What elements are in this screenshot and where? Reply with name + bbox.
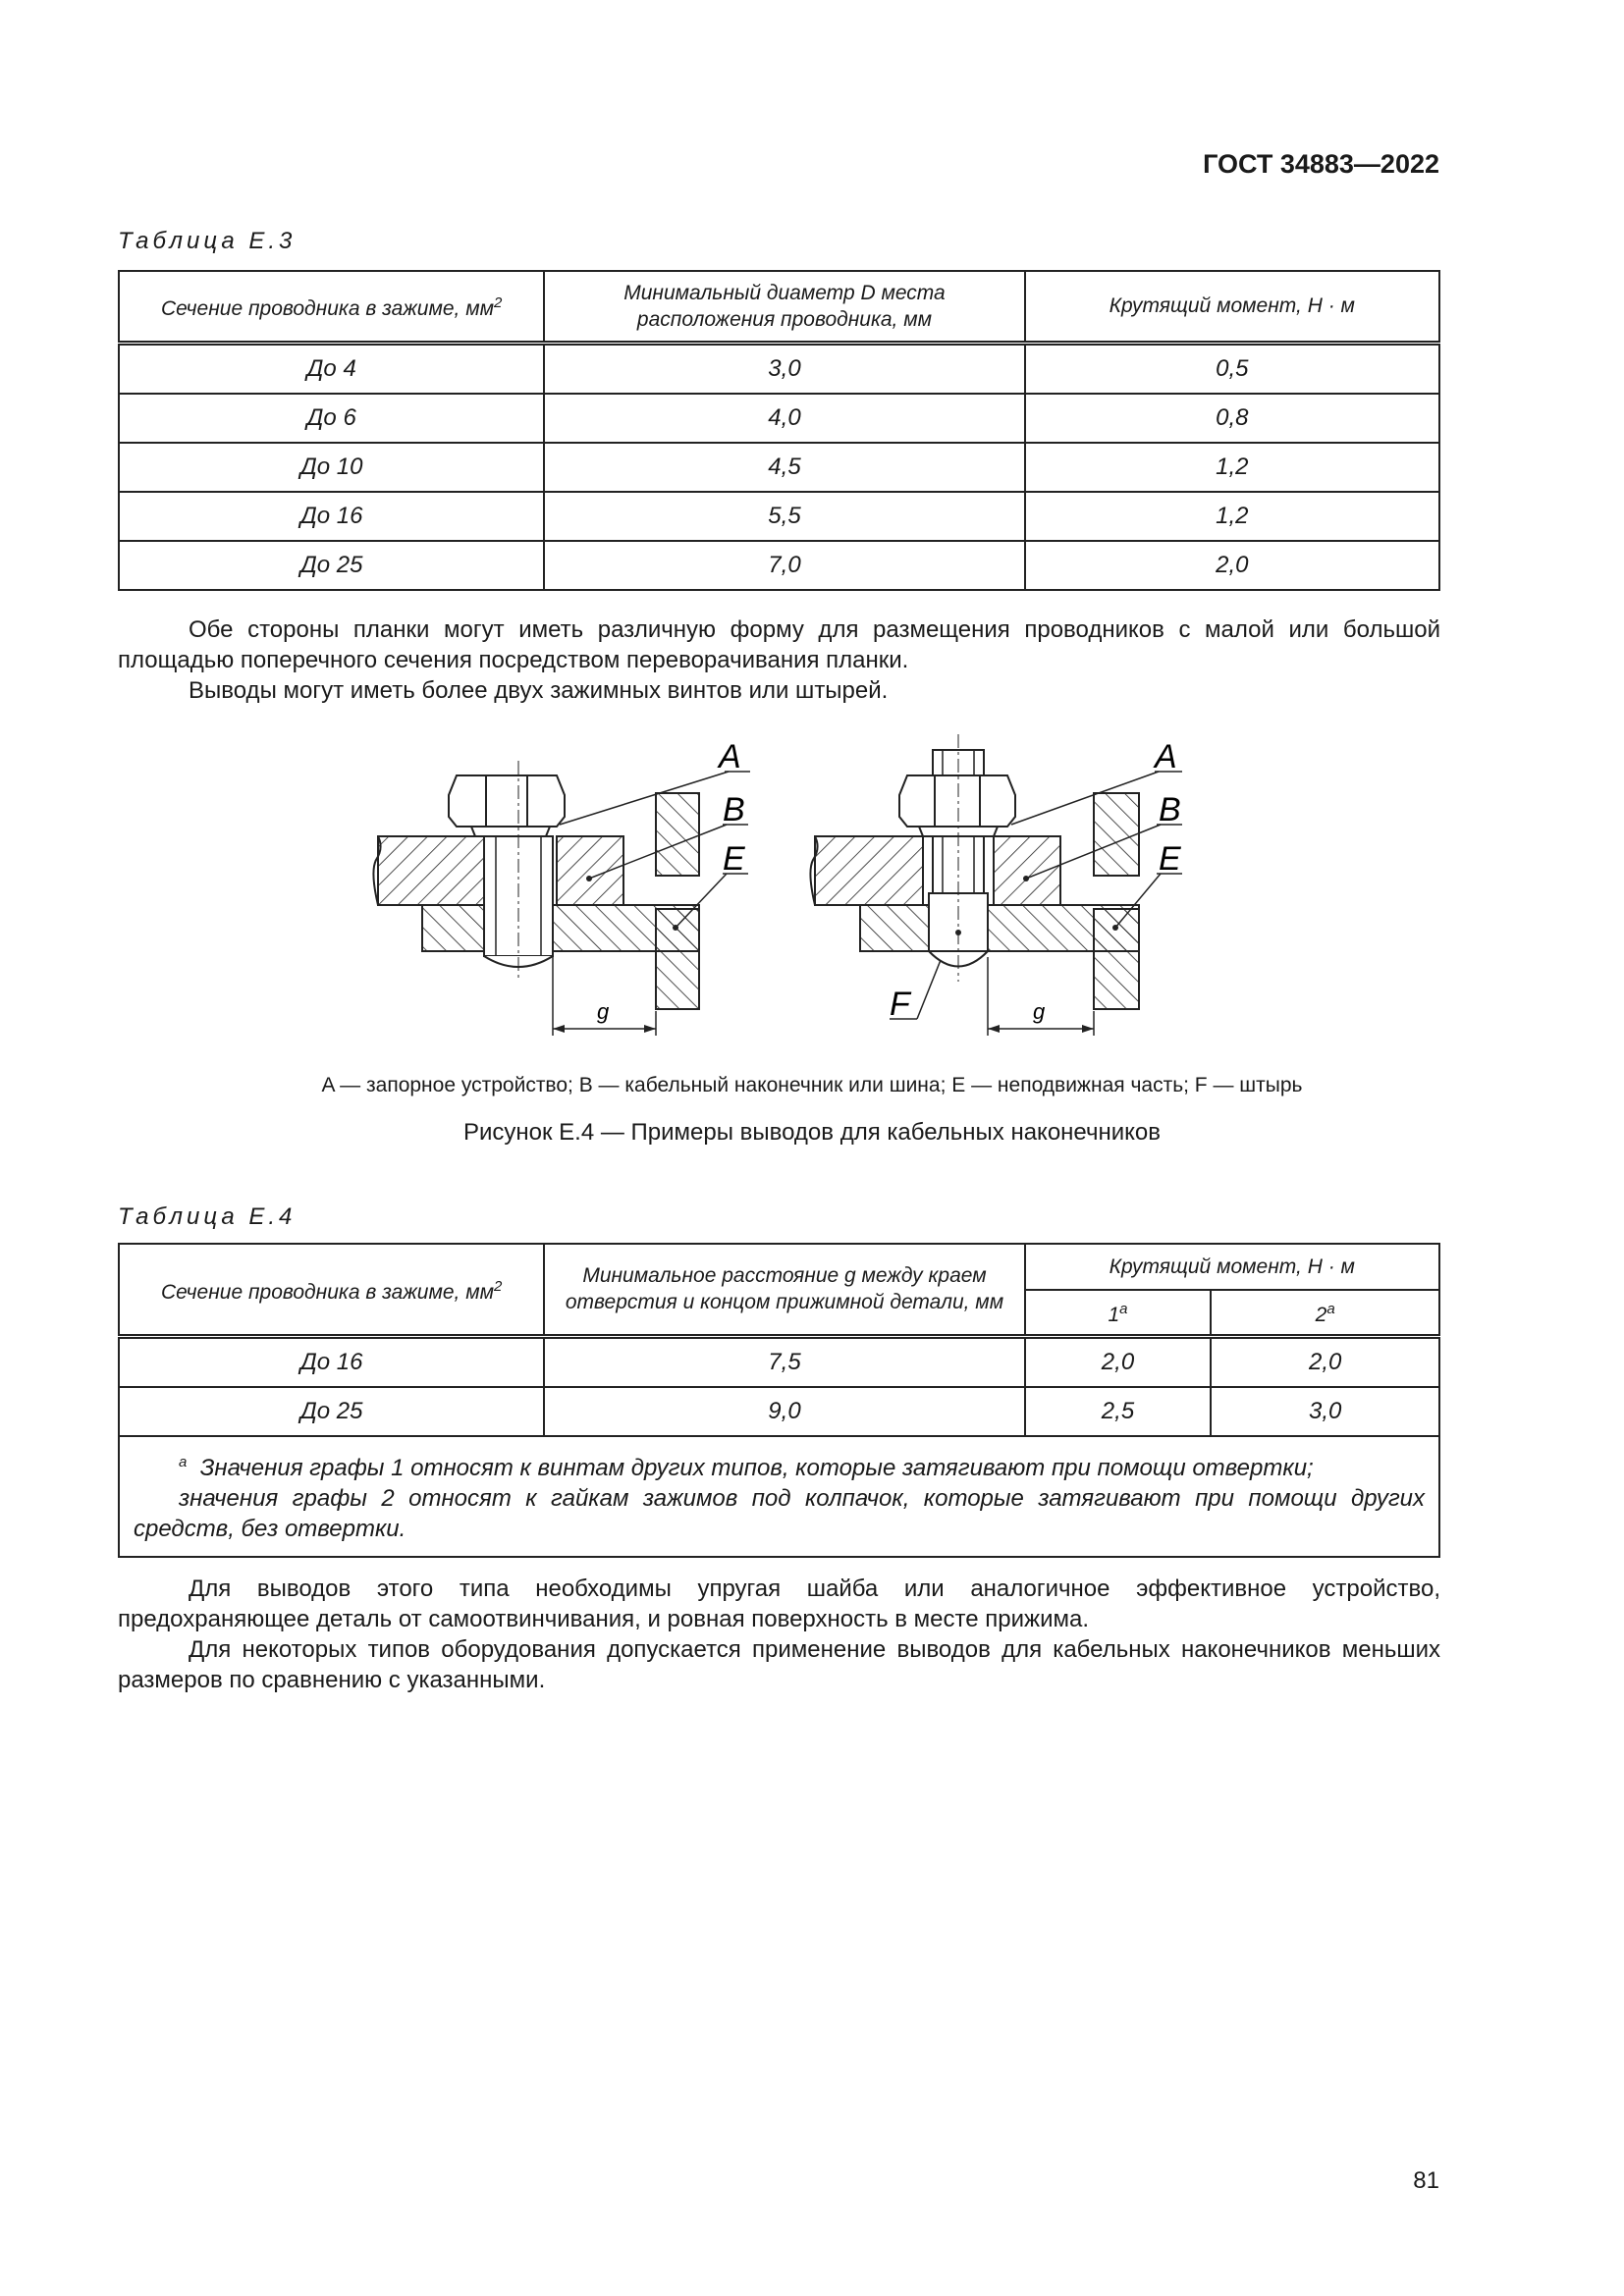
table-e4-subheader-2: 2$^a$: [1211, 1290, 1439, 1336]
table-row: [119, 1387, 1439, 1436]
cell-torque: 1,2: [1025, 492, 1439, 541]
table-e4-caption: Таблица Е.4: [118, 1203, 297, 1230]
cell-diameter: 3,0: [544, 343, 1024, 394]
cell-diameter: 4,5: [544, 443, 1024, 492]
cell-torque: 1,2: [1025, 443, 1439, 492]
paragraph: Выводы могут иметь более двух зажимных винтов или штырей.: [189, 677, 889, 704]
page-number: 81: [1413, 2167, 1439, 2194]
cell-diameter: 5,5: [544, 492, 1024, 541]
right-terminal-drawing: [810, 734, 1182, 1036]
cell-torque-1: 2,5: [1025, 1387, 1212, 1436]
cell-distance: 9,0: [544, 1387, 1024, 1436]
label-f: F: [890, 986, 910, 1023]
table-e4-footnote: $^a$ Значения графы 1 относят к винтам других типов, которые затягивают при помощи отвертки; значения графы 2 относят к гайкам зажимов под колпачок, которые затягивают при помощи других средств, без отвертки.: [119, 1436, 1439, 1557]
dim-g-left: g: [597, 999, 610, 1024]
cell-section: До 4: [119, 343, 544, 394]
cell-diameter: 4,0: [544, 394, 1024, 443]
table-e3-header-section: Сечение проводника в зажиме, $мм^2$: [119, 271, 544, 343]
cell-torque: 0,8: [1025, 394, 1439, 443]
label-b-left: B: [723, 791, 745, 828]
cell-torque-2: 3,0: [1211, 1387, 1439, 1436]
paragraph: Для выводов этого типа необходимы упругая шайба или аналогичное эффективное устройство, предохраняющее деталь от самоотвинчивания, и ровная поверхность в месте прижима.: [118, 1575, 1440, 1632]
table-e4: [118, 1243, 1440, 1558]
left-terminal-drawing: [373, 738, 750, 1036]
cell-diameter: 7,0: [544, 541, 1024, 590]
label-a-right: A: [1155, 738, 1177, 775]
table-e4-header-torque: Крутящий момент, Н · м: [1025, 1244, 1439, 1290]
figure-legend: A — запорное устройство; B — кабельный наконечник или шина; E — неподвижная часть; F — штырь: [321, 1074, 1303, 1096]
paragraph: Обе стороны планки могут иметь различную форму для размещения проводников с малой или большой площадью поперечного сечения посредством переворачивания планки.: [118, 616, 1440, 673]
cell-torque: 0,5: [1025, 343, 1439, 394]
table-row: [119, 1336, 1439, 1387]
cell-section: До 25: [119, 541, 544, 590]
cell-section: До 6: [119, 394, 544, 443]
label-b-right: B: [1159, 791, 1181, 828]
label-e-right: E: [1159, 840, 1181, 878]
document-id: ГОСТ 34883—2022: [1203, 149, 1439, 179]
table-e3-caption: Таблица Е.3: [118, 228, 297, 254]
paragraph: Для некоторых типов оборудования допускается применение выводов для кабельных наконечников меньших размеров по сравнению с указанными.: [118, 1636, 1440, 1693]
cell-section: До 16: [119, 492, 544, 541]
cell-torque-2: 2,0: [1211, 1336, 1439, 1387]
table-e4-header-distance: Минимальное расстояние g между краем отверстия и концом прижимной детали, мм: [544, 1244, 1024, 1336]
figure-caption: Рисунок Е.4 — Примеры выводов для кабельных наконечников: [462, 1119, 1162, 1146]
cell-section: До 25: [119, 1387, 544, 1436]
text-block-2: [118, 1574, 1440, 1695]
label-e-left: E: [723, 840, 745, 878]
cell-torque: 2,0: [1025, 541, 1439, 590]
table-e4-header-section: Сечение проводника в зажиме, $мм^2$: [119, 1244, 544, 1336]
cell-distance: 7,5: [544, 1336, 1024, 1387]
label-a-left: A: [719, 738, 741, 775]
cell-torque-1: 2,0: [1025, 1336, 1212, 1387]
table-e4-subheader-1: 1$^a$: [1025, 1290, 1212, 1336]
cell-section: До 10: [119, 443, 544, 492]
table-e3-header-torque: Крутящий момент, Н · м: [1025, 271, 1439, 343]
terminal-figure: [0, 0, 1624, 1070]
dim-g-right: g: [1033, 999, 1046, 1024]
cell-section: До 16: [119, 1336, 544, 1387]
table-e3-header-diameter: Минимальный диаметр D места расположения проводника, мм: [544, 271, 1024, 343]
